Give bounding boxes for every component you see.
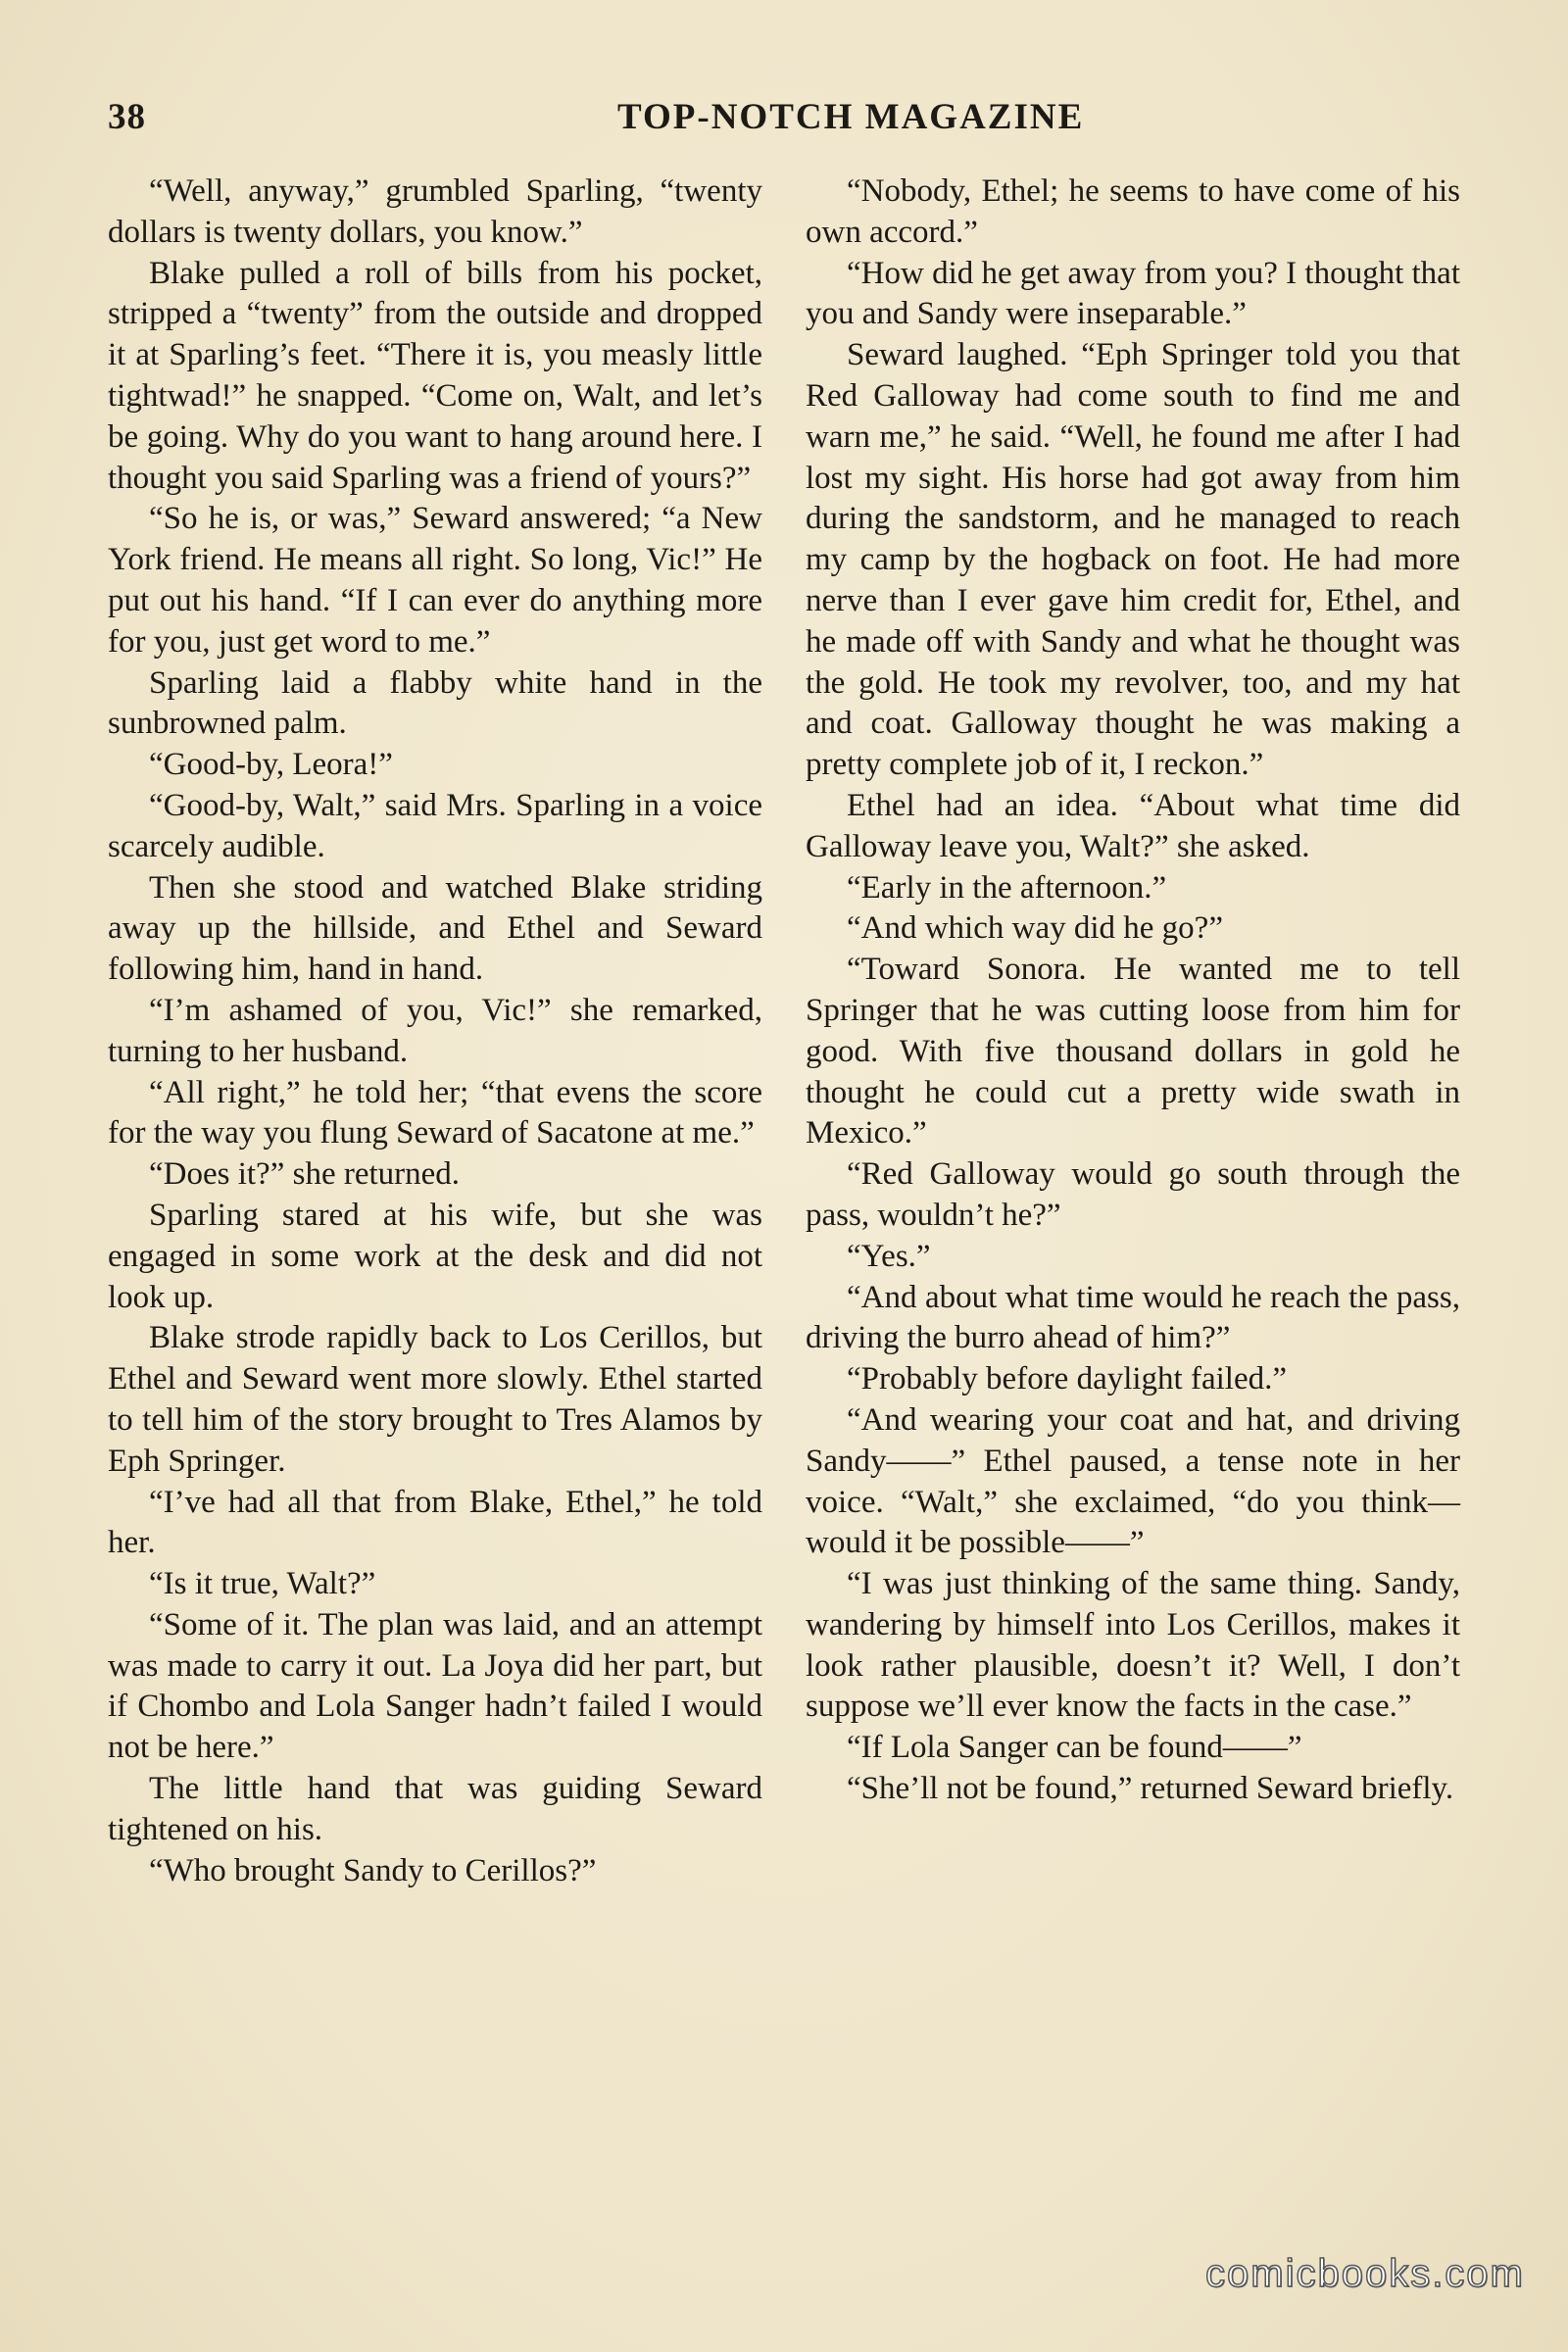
right-column bbox=[806, 172, 1460, 1810]
paragraph: “And which way did he go?” bbox=[847, 910, 1223, 947]
paragraph: “How did he get away from you? I thought that you and Sandy were inseparable.” bbox=[806, 255, 1460, 332]
paragraph: “Early in the afternoon.” bbox=[847, 869, 1167, 906]
paragraph: “Some of it. The plan was laid, and an attempt was made to carry it out. La Joya did her part, but if Chombo and Lola Sanger hadn’t failed I would not be here.” bbox=[108, 1606, 762, 1766]
paragraph: Sparling laid a flabby white hand in the sunbrowned palm. bbox=[108, 664, 762, 742]
paragraph: “Good-by, Leora!” bbox=[149, 747, 393, 783]
paragraph: “And wearing your coat and hat, and driving Sandy——” Ethel paused, a tense note in her voice. “Walt,” she exclaimed, “do you think—would it be possible——” bbox=[806, 1401, 1460, 1561]
left-column bbox=[108, 172, 762, 1891]
paragraph: “Is it true, Walt?” bbox=[149, 1566, 376, 1602]
paragraph: “Red Galloway would go south through the pass, wouldn’t he?” bbox=[806, 1156, 1460, 1233]
paragraph: “Nobody, Ethel; he seems to have come of his own accord.” bbox=[806, 173, 1460, 250]
paragraph: “So he is, or was,” Seward answered; “a New York friend. He means all right. So long, Vic!” He put out his hand. “If I can ever do anything more for you, just get word to me.” bbox=[108, 501, 762, 660]
running-head: TOP-NOTCH MAGAZINE bbox=[617, 97, 1085, 137]
paragraph: Blake strode rapidly back to Los Cerillos, but Ethel and Seward went more slowly. Ethel started to tell him of the story brought to Tres Alamos by Eph Springer. bbox=[108, 1320, 762, 1479]
paragraph: “All right,” he told her; “that evens the score for the way you flung Seward of Sacatone at me.” bbox=[108, 1074, 762, 1152]
paragraph: “She’ll not be found,” returned Seward briefly. bbox=[847, 1771, 1454, 1807]
paragraph: “And about what time would he reach the pass, driving the burro ahead of him?” bbox=[806, 1279, 1460, 1356]
page-header bbox=[108, 96, 1460, 155]
watermark: comicbooks.com bbox=[1205, 2252, 1525, 2295]
paragraph: “I was just thinking of the same thing. Sandy, wandering by himself into Los Cerillos, makes it look rather plausible, doesn’t it? Well, I don’t suppose we’ll ever know the facts in the case.” bbox=[806, 1566, 1460, 1725]
paragraph: “Good-by, Walt,” said Mrs. Sparling in a voice scarcely audible. bbox=[108, 787, 762, 864]
page-number: 38 bbox=[108, 97, 146, 137]
paragraph: Then she stood and watched Blake striding away up the hillside, and Ethel and Seward following him, hand in hand. bbox=[108, 869, 762, 988]
paragraph: Seward laughed. “Eph Springer told you that Red Galloway had come south to find me and warn me,” he said. “Well, he found me after I had lost my sight. His horse had got away from him during the sandstorm, and he managed to reach my camp by the hogback on foot. He had more nerve than I ever gave him credit for, Ethel, and he made off with Sandy and what he thought was the gold. He took my revolver, too, and my hat and coat. Galloway thought he was making a pretty complete job of it, I reckon.” bbox=[806, 337, 1460, 783]
paragraph: “Does it?” she returned. bbox=[149, 1156, 461, 1193]
paragraph: “Toward Sonora. He wanted me to tell Springer that he was cutting loose from him for good. With five thousand dollars in gold he thought he could cut a pretty wide swath in Mexico.” bbox=[806, 952, 1460, 1152]
paragraph: “I’m ashamed of you, Vic!” she remarked, turning to her husband. bbox=[108, 992, 762, 1069]
paragraph: Sparling stared at his wife, but she was engaged in some work at the desk and did not look up. bbox=[108, 1197, 762, 1315]
paragraph: “If Lola Sanger can be found——” bbox=[847, 1730, 1302, 1766]
paragraph: “Well, anyway,” grumbled Sparling, “twenty dollars is twenty dollars, you know.” bbox=[108, 173, 762, 250]
paragraph: “Probably before daylight failed.” bbox=[847, 1361, 1287, 1397]
paragraph: “Who brought Sandy to Cerillos?” bbox=[149, 1852, 597, 1888]
paragraph: “Yes.” bbox=[847, 1238, 931, 1274]
paragraph: Blake pulled a roll of bills from his pocket, stripped a “twenty” from the outside and dropped it at Sparling’s feet. “There it is, you measly little tightwad!” he snapped. “Come on, Walt, and let’s be going. Why do you want to hang around here. I thought you said Sparling was a friend of yours?” bbox=[108, 255, 762, 496]
paragraph: Ethel had an idea. “About what time did Galloway leave you, Walt?” she asked. bbox=[806, 787, 1460, 864]
paragraph: The little hand that was guiding Seward tightened on his. bbox=[108, 1771, 762, 1847]
paragraph: “I’ve had all that from Blake, Ethel,” he told her. bbox=[108, 1484, 762, 1561]
